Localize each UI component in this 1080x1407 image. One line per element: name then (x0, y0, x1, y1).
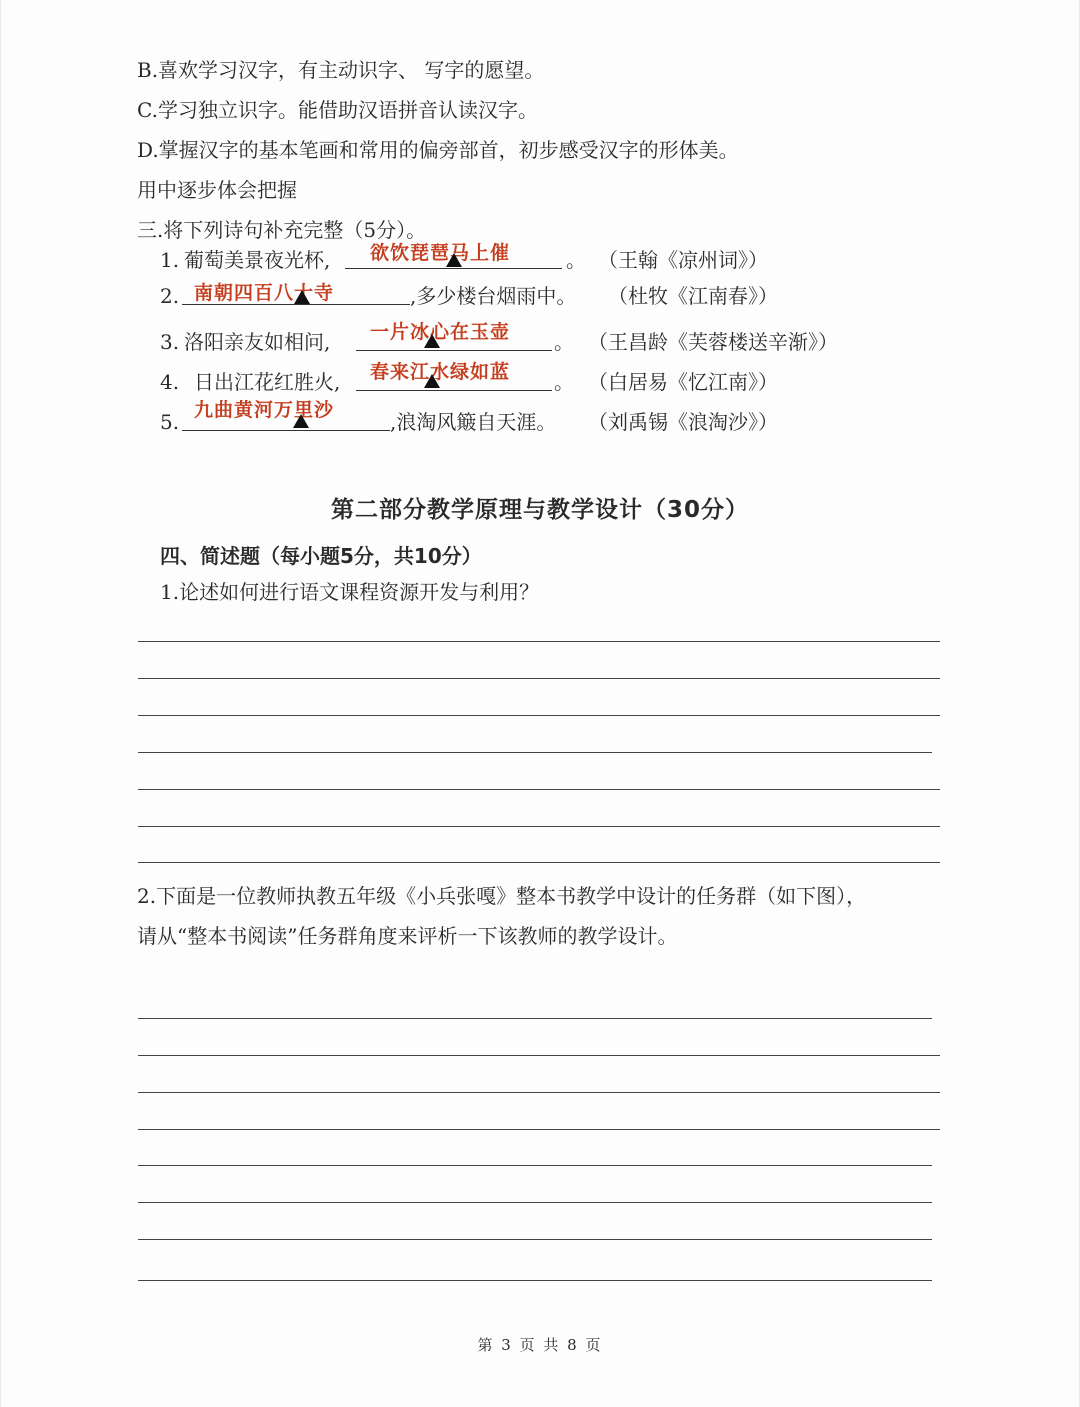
continuation-text: 用中逐步体会把握 (137, 178, 297, 202)
answer-line[interactable] (138, 678, 940, 679)
poem-item-5-source: （刘禹锡《浪淘沙》） (588, 410, 778, 434)
poem-item-1-num: 1. (160, 248, 180, 272)
page-number-footer: 第 3 页 共 8 页 (477, 1336, 603, 1354)
poem-item-3-num: 3. (160, 330, 180, 354)
poem-item-4-num: 4. (160, 370, 180, 394)
poem-item-3-blank[interactable] (356, 350, 552, 351)
section3-title: 三.将下列诗句补充完整（5分）。 (137, 218, 427, 242)
poem-item-1-blank[interactable] (345, 268, 562, 269)
answer-line[interactable] (138, 715, 940, 716)
poem-item-1-after: 。 (566, 248, 586, 272)
caret-mark-icon (424, 334, 440, 348)
option-d: D.掌握汉字的基本笔画和常用的偏旁部首，初步感受汉字的形体美。 (137, 138, 739, 162)
poem-item-4-before: 日出江花红胜火, (194, 370, 341, 394)
question-2-line-2: 请从“整本书阅读”任务群角度来评析一下该教师的教学设计。 (137, 924, 678, 948)
answer-line[interactable] (138, 752, 932, 753)
answer-line[interactable] (138, 1129, 940, 1130)
poem-item-2-answer: 南朝四百八十寺 (194, 282, 335, 304)
poem-item-1-source: （王翰《凉州词》） (598, 248, 768, 272)
poem-item-5-answer: 九曲黄河万里沙 (194, 399, 335, 421)
poem-item-5-after: ,浪淘风簸自天涯。 (390, 410, 557, 434)
option-c: C.学习独立识字。能借助汉语拼音认读汉字。 (137, 98, 538, 122)
answer-line[interactable] (138, 1165, 932, 1166)
poem-item-4-answer: 春来江水绿如蓝 (370, 361, 511, 383)
option-b: B.喜欢学习汉字，有主动识字、 写字的愿望。 (137, 58, 545, 82)
caret-mark-icon (446, 253, 462, 267)
caret-mark-icon (294, 290, 310, 304)
poem-item-1-before: 葡萄美景夜光杯, (184, 248, 331, 272)
answer-line[interactable] (138, 1055, 940, 1056)
answer-line[interactable] (138, 1018, 932, 1019)
poem-item-3-answer: 一片冰心在玉壶 (370, 321, 511, 343)
poem-item-3-before: 洛阳亲友如相问, (184, 330, 331, 354)
answer-line[interactable] (138, 862, 940, 863)
poem-item-2-source: （杜牧《江南春》） (608, 284, 778, 308)
poem-item-4-source: （白居易《忆江南》） (588, 370, 778, 394)
poem-item-3-after: 。 (554, 330, 574, 354)
question-2-line-1: 2.下面是一位教师执教五年级《小兵张嘎》整本书教学中设计的任务群（如下图）， (137, 884, 867, 908)
poem-item-2-num: 2. (160, 284, 180, 308)
caret-mark-icon (424, 374, 440, 388)
poem-item-4-after: 。 (554, 370, 574, 394)
section4-title: 四、简述题（每小题5分，共10分） (160, 544, 482, 568)
caret-mark-icon (293, 414, 309, 428)
poem-item-2-after: ,多少楼台烟雨中。 (410, 284, 577, 308)
poem-item-1-answer: 欲饮琵琶马上催 (370, 242, 511, 264)
poem-item-5-num: 5. (160, 410, 180, 434)
poem-item-4-blank[interactable] (356, 390, 552, 391)
answer-line[interactable] (138, 1239, 932, 1240)
question-1: 1.论述如何进行语文课程资源开发与利用？ (160, 580, 540, 604)
answer-line[interactable] (138, 1280, 932, 1281)
part2-title: 第二部分教学原理与教学设计（30分） (330, 497, 749, 523)
poem-item-3-source: （王昌龄《芙蓉楼送辛渐》） (588, 330, 838, 354)
answer-line[interactable] (138, 826, 940, 827)
answer-line[interactable] (138, 789, 940, 790)
poem-item-5-blank[interactable] (182, 430, 390, 431)
answer-line[interactable] (138, 641, 940, 642)
answer-line[interactable] (138, 1202, 932, 1203)
answer-line[interactable] (138, 1092, 940, 1093)
